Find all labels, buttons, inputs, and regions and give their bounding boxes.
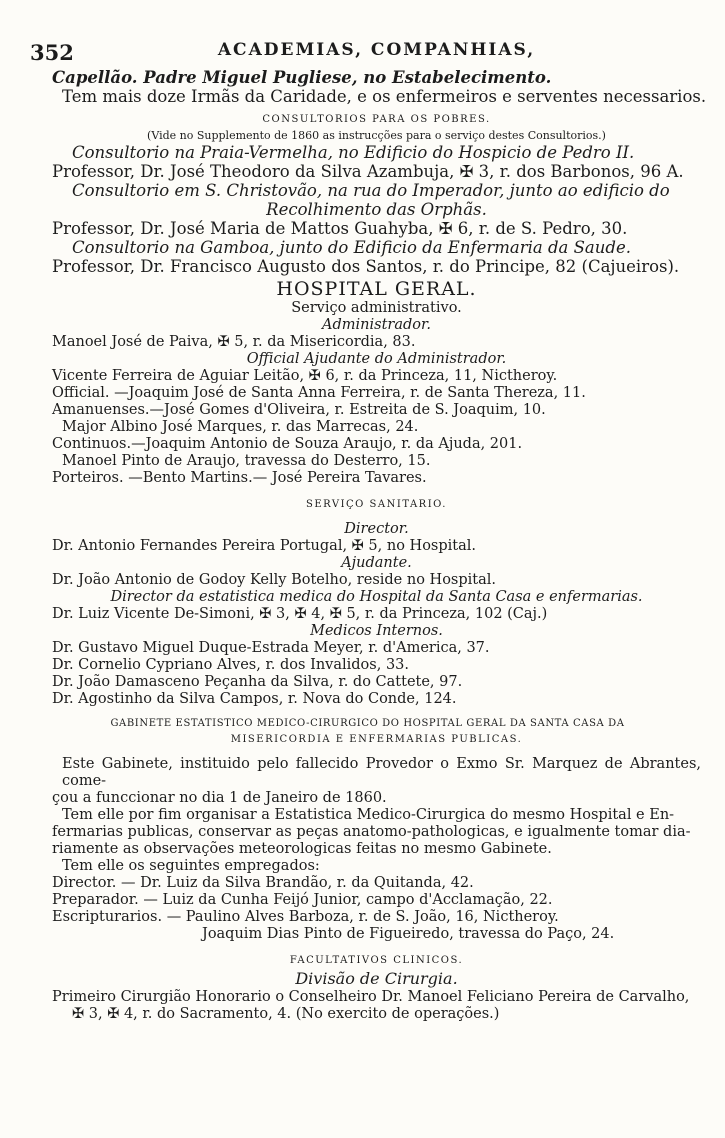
text-line: Professor, Dr. José Maria de Mattos Guahyba, ✠ 6, r. de S. Pedro, 30. — [52, 219, 628, 238]
section-heading: MISERICORDIA E ENFERMARIAS PUBLICAS. — [230, 734, 523, 745]
paragraph-line: Tem elle por fim organisar a Estatistica Medico-Cirurgica do mesmo Hospital e En- — [62, 807, 675, 823]
text-line: Professor, Dr. José Theodoro da Silva Azambuja, ✠ 3, r. dos Barbonos, 96 A. — [52, 162, 684, 181]
text-line: Recolhimento das Orphãs. — [266, 200, 487, 219]
paragraph-line: riamente as observações meteorologicas feitas no mesmo Gabinete. — [52, 841, 552, 857]
role-heading: Official Ajudante do Administrador. — [246, 351, 507, 367]
role-heading: Ajudante. — [341, 555, 412, 571]
text-line: Escripturarios. — Paulino Alves Barboza, r. de S. João, 16, Nictheroy. — [52, 909, 559, 925]
role-heading: Director. — [344, 521, 409, 537]
note-line: (Vide no Supplemento de 1860 as instrucções para o serviço destes Consultorios.) — [147, 129, 606, 142]
subtitle: Serviço administrativo. — [291, 300, 462, 316]
section-heading: CONSULTORIOS PARA OS POBRES. — [262, 114, 491, 125]
text-line: Manoel José de Paiva, ✠ 5, r. da Misericordia, 83. — [52, 334, 416, 350]
page-header — [30, 40, 701, 68]
text-line: Manoel Pinto de Araujo, travessa do Desterro, 15. — [62, 453, 431, 469]
text-line: Consultorio na Praia-Vermelha, no Edificio do Hospicio de Pedro II. — [72, 143, 635, 162]
section-heading: FACULTATIVOS CLINICOS. — [289, 955, 464, 966]
text-line: Official. —Joaquim José de Santa Anna Ferreira, r. de Santa Thereza, 11. — [52, 385, 586, 401]
text-line: Consultorio na Gamboa, junto do Edificio da Enfermaria da Saude. — [72, 238, 631, 257]
text-line: Professor, Dr. Francisco Augusto dos Santos, r. do Principe, 82 (Cajueiros). — [52, 257, 680, 276]
section-heading: SERVIÇO SANITARIO. — [306, 499, 447, 510]
text-line: Primeiro Cirurgião Honorario o Conselheiro Dr. Manoel Feliciano Pereira de Carvalho, — [52, 989, 690, 1005]
role-heading: Director da estatistica medica do Hospital da Santa Casa e enfermarias. — [110, 589, 643, 605]
text-line: Major Albino José Marques, r. das Marrecas, 24. — [62, 419, 419, 435]
text-line: Dr. Gustavo Miguel Duque-Estrada Meyer, r. d'America, 37. — [52, 640, 490, 656]
text-line: Dr. Cornelio Cypriano Alves, r. dos Invalidos, 33. — [52, 657, 409, 673]
text-line: Dr. João Damasceno Peçanha da Silva, r. do Cattete, 97. — [52, 674, 463, 690]
text-line: Dr. Luiz Vicente De-Simoni, ✠ 3, ✠ 4, ✠ 5, r. da Princeza, 102 (Caj.) — [52, 606, 548, 622]
running-title: ACADEMIAS, COMPANHIAS, — [217, 40, 536, 60]
role-heading: Medicos Internos. — [310, 623, 443, 639]
text-line: Dr. Agostinho da Silva Campos, r. Nova do Conde, 124. — [52, 691, 457, 707]
section-heading: GABINETE ESTATISTICO MEDICO-CIRURGICO DO HOSPITAL GERAL DA SANTA CASA DA — [110, 718, 625, 729]
text-line: Dr. João Antonio de Godoy Kelly Botelho, reside no Hospital. — [52, 572, 496, 588]
role-heading: Divisão de Cirurgia. — [295, 969, 458, 988]
text-line: Tem mais doze Irmãs da Caridade, e os enfermeiros e serventes necessarios. — [62, 87, 707, 106]
text-line: Vicente Ferreira de Aguiar Leitão, ✠ 6, r. da Princeza, 11, Nictheroy. — [52, 368, 558, 384]
text-line: Dr. Antonio Fernandes Pereira Portugal, ✠ 5, no Hospital. — [52, 538, 477, 554]
text-line: Director. — Dr. Luiz da Silva Brandão, r. da Quitanda, 42. — [52, 875, 474, 891]
text-line: ✠ 3, ✠ 4, r. do Sacramento, 4. (No exercito de operações.) — [72, 1006, 500, 1022]
paragraph-line: Este Gabinete, instituido pelo fallecido Provedor o Exmo Sr. Marquez de Abrantes, come- — [62, 756, 701, 789]
page-number: 352 — [30, 40, 74, 65]
paragraph-line: çou a funccionar no dia 1 de Janeiro de 1860. — [52, 790, 387, 806]
paragraph-line: Tem elle os seguintes empregados: — [62, 858, 320, 874]
text-line: Joaquim Dias Pinto de Figueiredo, travessa do Paço, 24. — [202, 926, 615, 942]
paragraph-line: fermarias publicas, conservar as peças anatomo-pathologicas, e igualmente tomar dia- — [52, 824, 691, 840]
text-line: Capellão. Padre Miguel Pugliese, no Estabelecimento. — [52, 68, 552, 87]
section-title: HOSPITAL GERAL. — [276, 278, 477, 300]
text-line: Preparador. — Luiz da Cunha Feijó Junior, campo d'Acclamação, 22. — [52, 892, 553, 908]
text-line: Porteiros. —Bento Martins.— José Pereira Tavares. — [52, 470, 427, 486]
text-line: Consultorio em S. Christovão, na rua do Imperador, junto ao edificio do — [72, 181, 670, 200]
text-line: Continuos.—Joaquim Antonio de Souza Araujo, r. da Ajuda, 201. — [52, 436, 523, 452]
text-line: Amanuenses.—José Gomes d'Oliveira, r. Estreita de S. Joaquim, 10. — [52, 402, 546, 418]
role-heading: Administrador. — [322, 317, 431, 333]
